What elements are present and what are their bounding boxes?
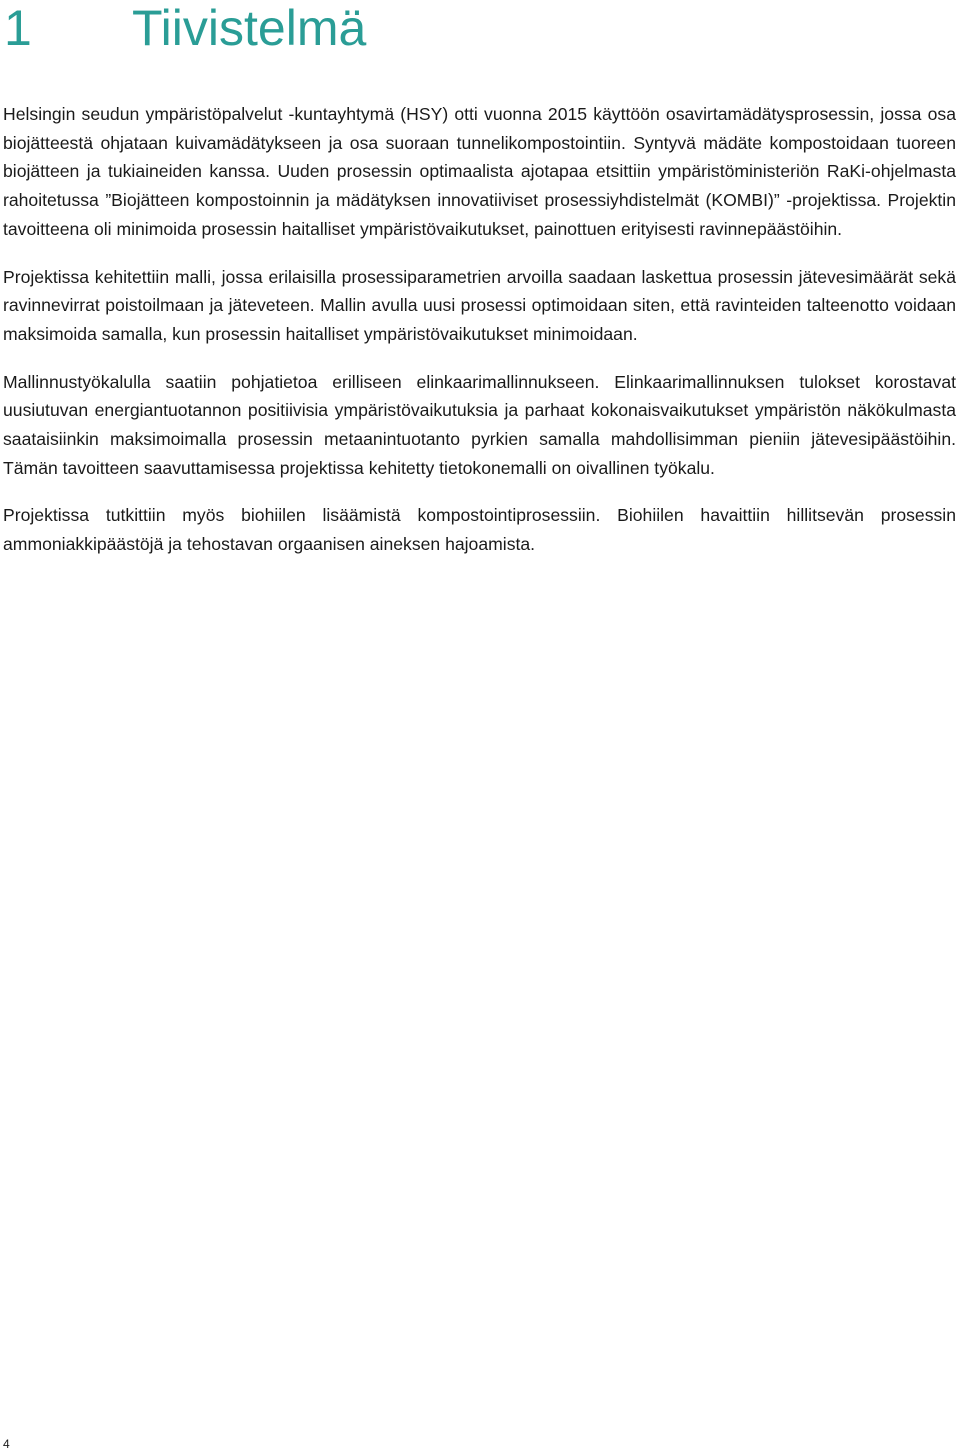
document-body bbox=[3, 100, 956, 578]
heading-number: 1 bbox=[4, 0, 32, 56]
paragraph-1: Helsingin seudun ympäristöpalvelut -kuntayhtymä (HSY) otti vuonna 2015 käyttöön osavirtamädätysprosessin, jossa osa biojätteestä ohjataan kuivamädätykseen ja osa suoraan tunnelikompostointiin. Syntyvä mädäte kompostoidaan tuoreen biojätteen ja tukiaineiden kanssa. Uuden prosessin optimaalista ajotapaa etsittiin ympäristöministeriön RaKi-ohjelmasta rahoitetussa ”Biojätteen kompostoinnin ja mädätyksen innovatiiviset prosessiyhdistelmät (KOMBI)” -projektissa. Projektin tavoitteena oli minimoida prosessin haitalliset ympäristövaikutukset, painottuen erityisesti ravinnepäästöihin. bbox=[3, 104, 956, 239]
paragraph-2: Projektissa kehitettiin malli, jossa erilaisilla prosessiparametrien arvoilla saadaan laskettua prosessin jätevesimäärät sekä ravinnevirrat poistoilmaan ja jäteveteen. Mallin avulla uusi prosessi optimoidaan siten, että ravinteiden talteenotto voidaan maksimoida samalla, kun prosessin haitalliset ympäristövaikutukset minimoidaan. bbox=[3, 266, 956, 344]
heading-title: Tiivistelmä bbox=[132, 0, 367, 56]
paragraph-4: Projektissa tutkittiin myös biohiilen lisäämistä kompostointiprosessiin. Biohiilen havaittiin hillitsevän prosessin ammoniakkipäästöjä ja tehostavan orgaanisen aineksen hajoamista. bbox=[3, 505, 956, 555]
paragraph-3: Mallinnustyökalulla saatiin pohjatietoa erilliseen elinkaarimallinnukseen. Elinkaarimallinnuksen tulokset korostavat uusiutuvan energiantuotannon positiivisia ympäristövaikutuksia ja parhaat kokonaisvaikutukset ympäristön näkökulmasta saataisiinkin maksimoimalla prosessin metaanintuotanto pyrkien samalla mahdollisimman pieniin jätevesipäästöihin. Tämän tavoitteen saavuttamisessa projektissa kehitetty tietokonemalli on oivallinen työkalu. bbox=[3, 371, 956, 478]
page-number: 4 bbox=[3, 1437, 10, 1451]
page-title bbox=[4, 0, 366, 56]
